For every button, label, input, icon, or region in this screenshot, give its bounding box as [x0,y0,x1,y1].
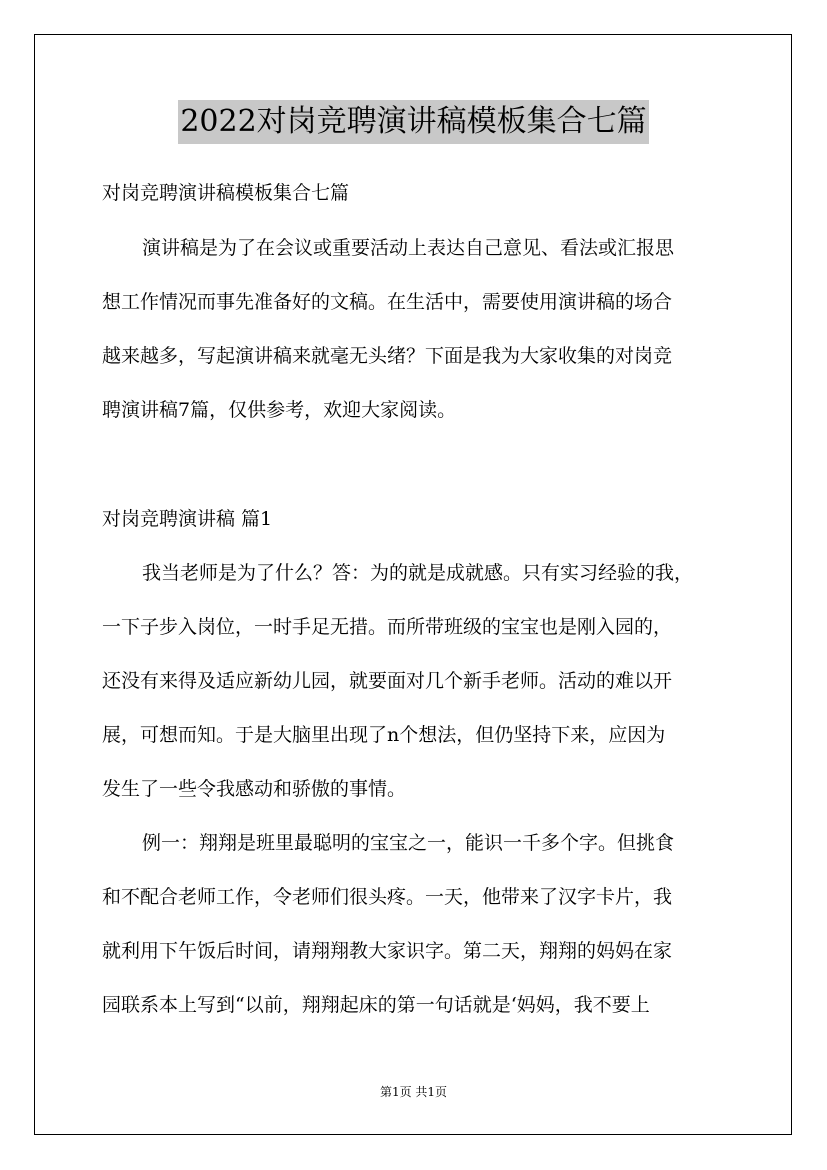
para1-line-5: 发生了一些令我感动和骄傲的事情。 [102,778,407,800]
para2-line-1: 例一：翔翔是班里最聪明的宝宝之一，能识一千多个字。但挑食 [142,832,675,854]
para1-line-3: 还没有来得及适应新幼儿园，就要面对几个新手老师。活动的难以开 [102,670,673,692]
para2-line-2: 和不配合老师工作，令老师们很头疼。一天，他带来了汉字卡片，我 [102,886,673,908]
document-title: 2022对岗竞聘演讲稿模板集合七篇 [178,100,648,144]
para1-line-4: 展，可想而知。于是大脑里出现了n个想法，但仍坚持下来，应因为 [102,724,666,746]
section-heading: 对岗竞聘演讲稿 篇1 [102,508,273,530]
title-container [0,100,827,144]
intro-line-3: 越来越多，写起演讲稿来就毫无头绪？下面是我为大家收集的对岗竞 [102,345,673,367]
page-footer: 第1页 共1页 [379,1085,448,1099]
para1-line-1: 我当老师是为了什么？答：为的就是成就感。只有实习经验的我， [142,562,694,584]
para2-line-4: 园联系本上写到“以前，翔翔起床的第一句话就是‘妈妈，我不要上 [102,994,650,1016]
intro-line-1: 演讲稿是为了在会议或重要活动上表达自己意见、看法或汇报思 [142,237,675,259]
para2-line-3: 就利用下午饭后时间，请翔翔教大家识字。第二天，翔翔的妈妈在家 [102,940,673,962]
intro-line-2: 想工作情况而事先准备好的文稿。在生活中，需要使用演讲稿的场合 [102,291,673,313]
intro-line-4: 聘演讲稿7篇，仅供参考，欢迎大家阅读。 [102,399,457,421]
document-subtitle: 对岗竞聘演讲稿模板集合七篇 [102,182,350,204]
para1-line-2: 一下子步入岗位，一时手足无措。而所带班级的宝宝也是刚入园的， [102,616,673,638]
